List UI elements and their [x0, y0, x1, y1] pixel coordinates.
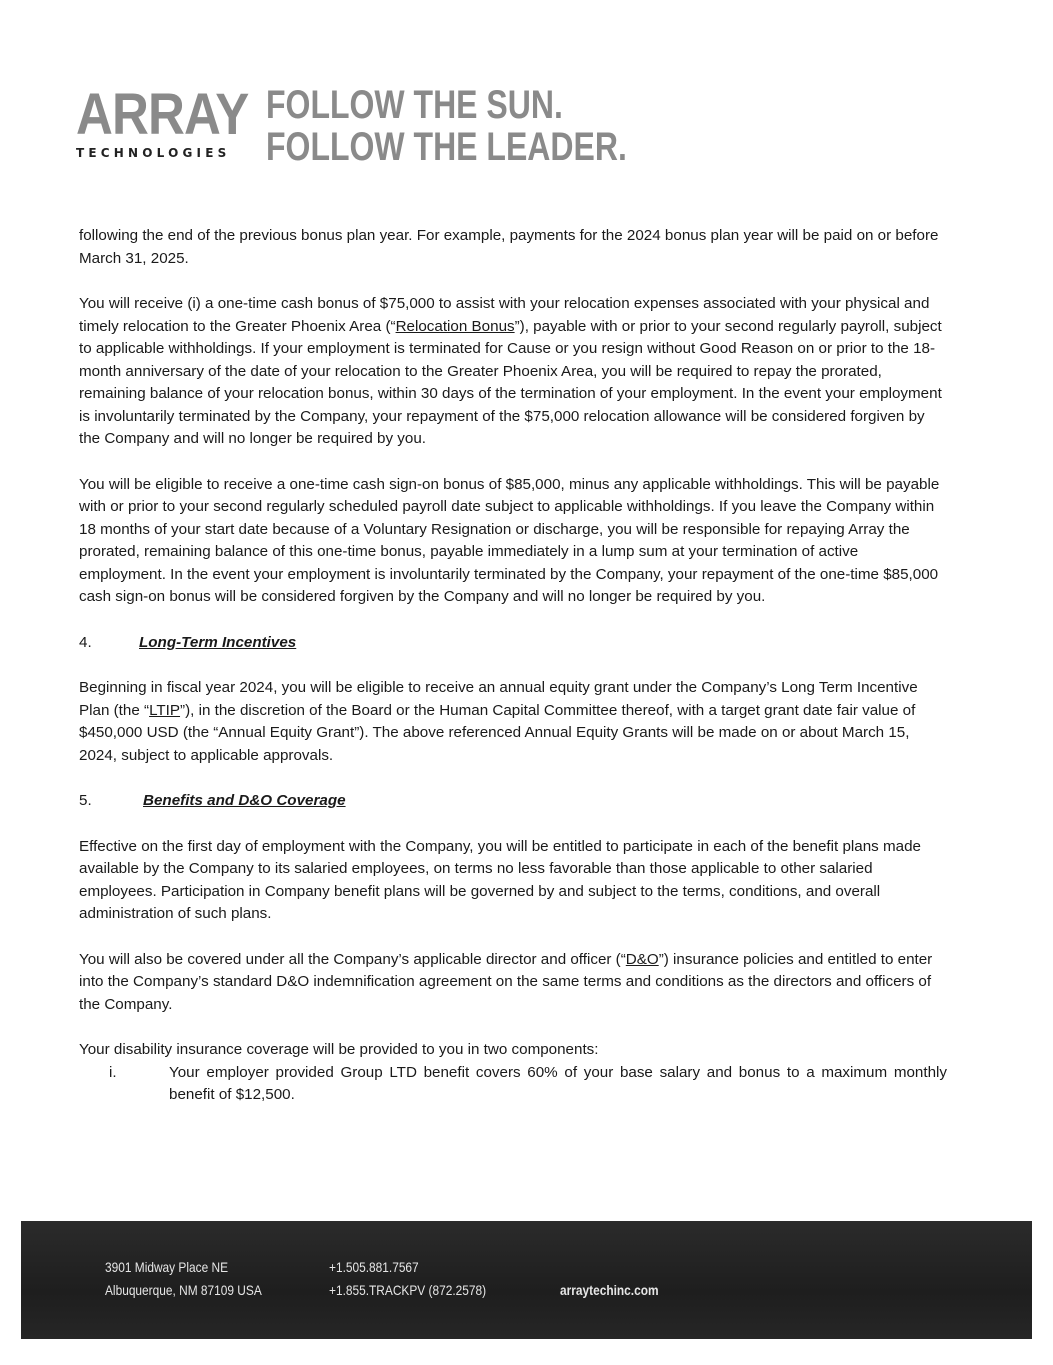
- section-title: Long-Term Incentives: [139, 633, 297, 651]
- paragraph-long-term-incentives: [79, 677, 947, 767]
- footer-address: [105, 1256, 262, 1302]
- address-line-2: Albuquerque, NM 87109 USA: [105, 1282, 262, 1298]
- paragraph-bonus-timing: following the end of the previous bonus plan year. For example, payments for the 2024 bonus plan year will be paid on or before March 31, 2025.: [79, 227, 939, 267]
- paragraph-text: Beginning in fiscal year 2024, you will be eligible to receive an annual equity grant under the Company’s Long Term Incentive Plan (the “: [79, 679, 918, 719]
- phone-number-2: +1.855.TRACKPV (872.2578): [329, 1282, 487, 1298]
- letter-body: [79, 225, 947, 1107]
- list-item: [79, 1062, 947, 1107]
- defined-term-relocation-bonus: Relocation Bonus: [395, 317, 515, 335]
- footer-website: arraytechinc.com: [560, 1282, 659, 1298]
- paragraph-text: You will also be covered under all the Company’s applicable director and officer (“: [79, 950, 626, 968]
- section-number: 4.: [79, 633, 92, 651]
- address-line-1: 3901 Midway Place NE: [105, 1259, 229, 1275]
- defined-term-d-and-o: D&O: [625, 950, 659, 968]
- paragraph-relocation-bonus: [79, 293, 947, 451]
- paragraph-text: ”) insurance policies and entitled to enter into the Company’s standard D&O indemnification agreement on the same terms and conditions as the directors and officers of the Company.: [79, 950, 933, 1013]
- paragraph-text: ”), payable with or prior to your second regularly payroll, subject to applicable withholdings. If your employment is terminated for Cause or you resign without Good Reason on or prior to the 18-month anniversary of the date of your relocation to the Greater Phoenix Area, you will be required to repay the prorated, remaining balance of your relocation bonus, within 30 days of the termination of your employment. In the event your employment is involuntarily terminated by the Company, your repayment of the $75,000 relocation allowance will be considered forgiven by the Company and will no longer be required by you.: [79, 317, 942, 447]
- list-item-text: Your employer provided Group LTD benefit covers 60% of your base salary and bonus to a maximum monthly benefit of $12,500.: [169, 1063, 947, 1103]
- section-number: 5.: [79, 792, 92, 809]
- footer-phones: [329, 1256, 486, 1302]
- section-title: Benefits and D&O Coverage: [143, 792, 346, 809]
- phone-number-1: +1.505.881.7567: [329, 1259, 419, 1275]
- paragraph-disability-intro: Your disability insurance coverage will be provided to you in two components:: [79, 1041, 599, 1058]
- logo-wordmark: ARRAY: [76, 82, 249, 147]
- paragraph-text: You will receive (i) a one-time cash bonus of $75,000 to assist with your relocation expenses associated with your physical and timely relocation to the Greater Phoenix Area (“: [79, 295, 930, 335]
- tagline-line-2: FOLLOW THE LEADER.: [266, 125, 627, 169]
- list-marker: i.: [109, 1063, 117, 1081]
- logo-subtitle: TECHNOLOGIES: [76, 146, 231, 160]
- company-logo: [76, 82, 249, 160]
- paragraph-d-and-o: [79, 949, 947, 1017]
- paragraph-benefits: Effective on the first day of employment with the Company, you will be entitled to participate in each of the benefit plans made available by the Company to its salaried employees, on terms no less favorable than those applicable to other salaried employees. Participation in Company benefit plans will be governed by and subject to the terms, conditions, and overall administration of such plans.: [79, 837, 921, 922]
- header-tagline: [266, 84, 627, 168]
- defined-term-ltip: LTIP: [149, 701, 181, 719]
- footer-bar: [21, 1221, 1032, 1339]
- paragraph-text: ”), in the discretion of the Board or the Human Capital Committee thereof, with a target grant date fair value of $450,000 USD (the “Annual Equity Grant”). The above referenced Annual Equity Grants will be made on or about March 15, 2024, subject to applicable approvals.: [79, 701, 916, 764]
- section-heading-4: [79, 632, 947, 655]
- paragraph-sign-on-bonus: You will be eligible to receive a one-time cash sign-on bonus of $85,000, minus any applicable withholdings. This will be payable with or prior to your second regularly scheduled payroll date subject to applicable withholdings. If you leave the Company within 18 months of your start date because of a Voluntary Resignation or discharge, you will be responsible for repaying Array the prorated, remaining balance of this one-time bonus, payable immediately in a lump sum at your termination of active employment. In the event your employment is involuntarily terminated by the Company, your repayment of the one-time $85,000 cash sign-on bonus will be considered forgiven by the Company and will no longer be required by you.: [79, 475, 940, 605]
- section-heading-5: [79, 790, 947, 813]
- tagline-line-1: FOLLOW THE SUN.: [266, 83, 563, 127]
